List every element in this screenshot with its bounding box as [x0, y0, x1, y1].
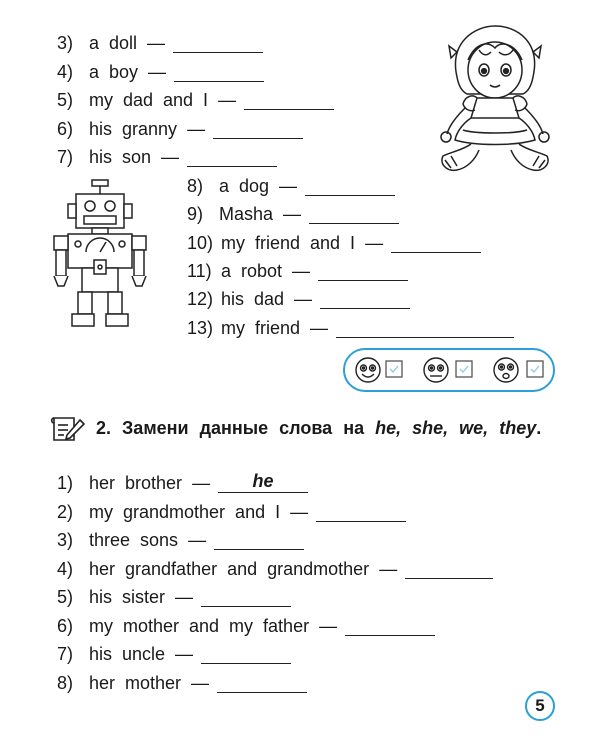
dash: —	[187, 119, 206, 139]
item-number: 3)	[57, 33, 74, 53]
item-number: 8)	[187, 176, 204, 196]
answer-blank[interactable]	[305, 175, 395, 196]
item-number: 8)	[57, 673, 74, 693]
item-text: a dog	[219, 176, 270, 196]
exercise-item	[57, 639, 291, 665]
exercise-item	[57, 85, 334, 111]
item-text: a boy	[89, 62, 139, 82]
checkbox-icon[interactable]	[526, 360, 544, 378]
item-text: her grandfather and grandmother	[89, 559, 370, 579]
item-text: three sons	[89, 530, 179, 550]
pronoun: he,	[375, 418, 402, 438]
exercise-item	[57, 114, 303, 140]
answer-blank[interactable]	[309, 203, 399, 224]
checkbox-icon[interactable]	[455, 360, 473, 378]
exercise-item	[57, 57, 264, 83]
item-number: 4)	[57, 559, 74, 579]
item-text: my friend and I	[221, 233, 356, 253]
item-text: her mother	[89, 673, 182, 693]
exercise-item	[57, 28, 263, 54]
exercise-item	[57, 468, 308, 494]
dash: —	[148, 62, 167, 82]
item-number: 5)	[57, 587, 74, 607]
dash: —	[283, 204, 302, 224]
answer-blank[interactable]	[174, 61, 264, 82]
item-text: my dad and I	[89, 90, 209, 110]
answer-blank[interactable]	[244, 89, 334, 110]
answer-blank[interactable]	[405, 558, 493, 579]
item-number: 9)	[187, 204, 204, 224]
exercise-item	[187, 313, 514, 339]
exercise-item	[187, 256, 408, 282]
item-number: 12)	[187, 289, 214, 309]
dash: —	[188, 530, 207, 550]
item-text: his uncle	[89, 644, 166, 664]
item-number: 1)	[57, 473, 74, 493]
doll-illustration	[435, 22, 555, 177]
exercise-item	[57, 668, 307, 694]
answer-blank[interactable]	[320, 288, 410, 309]
answer-blank[interactable]	[318, 260, 408, 281]
checkbox-icon[interactable]	[385, 360, 403, 378]
answer-blank[interactable]	[316, 501, 406, 522]
exercise-item	[57, 554, 493, 580]
smiley-icon[interactable]	[354, 356, 382, 384]
item-text: a robot	[221, 261, 283, 281]
item-number: 13)	[187, 318, 214, 338]
exercise-item	[57, 142, 277, 168]
item-number: 7)	[57, 147, 74, 167]
item-text: his dad	[221, 289, 285, 309]
item-number: 2)	[57, 502, 74, 522]
item-text: his sister	[89, 587, 166, 607]
dash: —	[279, 176, 298, 196]
answer-blank[interactable]	[345, 615, 435, 636]
answer-blank[interactable]	[201, 643, 291, 664]
item-number: 3)	[57, 530, 74, 550]
answer-blank[interactable]	[218, 472, 308, 493]
task-title	[96, 417, 566, 440]
exercise-item	[57, 497, 406, 523]
answer-blank[interactable]	[217, 672, 307, 693]
answer-blank[interactable]	[336, 317, 514, 338]
exercise-item	[187, 284, 410, 310]
answer-blank[interactable]	[391, 232, 481, 253]
dash: —	[294, 289, 313, 309]
dash: —	[292, 261, 311, 281]
answer-blank[interactable]	[173, 32, 263, 53]
item-number: 11)	[187, 261, 212, 281]
dash: —	[192, 473, 211, 493]
task-number: 2.	[96, 418, 112, 438]
item-text: his granny	[89, 119, 178, 139]
item-number: 6)	[57, 119, 74, 139]
exercise-item	[187, 199, 399, 225]
item-text: her brother	[89, 473, 183, 493]
item-text: my grandmother and I	[89, 502, 281, 522]
dash: —	[319, 616, 338, 636]
answer-blank[interactable]	[201, 586, 291, 607]
task-instruction: Замени данные слова на	[122, 418, 365, 438]
dash: —	[379, 559, 398, 579]
dash: —	[175, 644, 194, 664]
dash: —	[218, 90, 237, 110]
pronoun: she,	[412, 418, 449, 438]
write-task-icon	[50, 414, 86, 444]
item-number: 4)	[57, 62, 74, 82]
item-number: 7)	[57, 644, 74, 664]
dash: —	[191, 673, 210, 693]
exercise-item	[57, 525, 304, 551]
dash: —	[290, 502, 309, 522]
item-text: his son	[89, 147, 152, 167]
page-number: 5	[525, 691, 555, 721]
dash: —	[175, 587, 194, 607]
exercise-item	[57, 611, 435, 637]
example-answer: he	[252, 471, 274, 491]
smiley-icon[interactable]	[422, 356, 450, 384]
robot-illustration	[50, 180, 160, 330]
dash: —	[365, 233, 384, 253]
pronoun: they	[499, 418, 537, 438]
dash: —	[161, 147, 180, 167]
item-text: my friend	[221, 318, 301, 338]
item-number: 6)	[57, 616, 74, 636]
answer-blank[interactable]	[187, 146, 277, 167]
dash: —	[310, 318, 329, 338]
pronoun: we,	[459, 418, 489, 438]
answer-blank[interactable]	[214, 529, 304, 550]
answer-blank[interactable]	[213, 118, 303, 139]
item-text: Masha	[219, 204, 274, 224]
item-text: my mother and my father	[89, 616, 310, 636]
exercise-item	[187, 228, 481, 254]
dash: —	[147, 33, 166, 53]
item-number: 10)	[187, 233, 214, 253]
exercise-item	[57, 582, 291, 608]
exercise-item	[187, 171, 395, 197]
smiley-icon[interactable]	[492, 356, 520, 384]
task-end: .	[536, 418, 542, 438]
item-text: a doll	[89, 33, 138, 53]
item-number: 5)	[57, 90, 74, 110]
